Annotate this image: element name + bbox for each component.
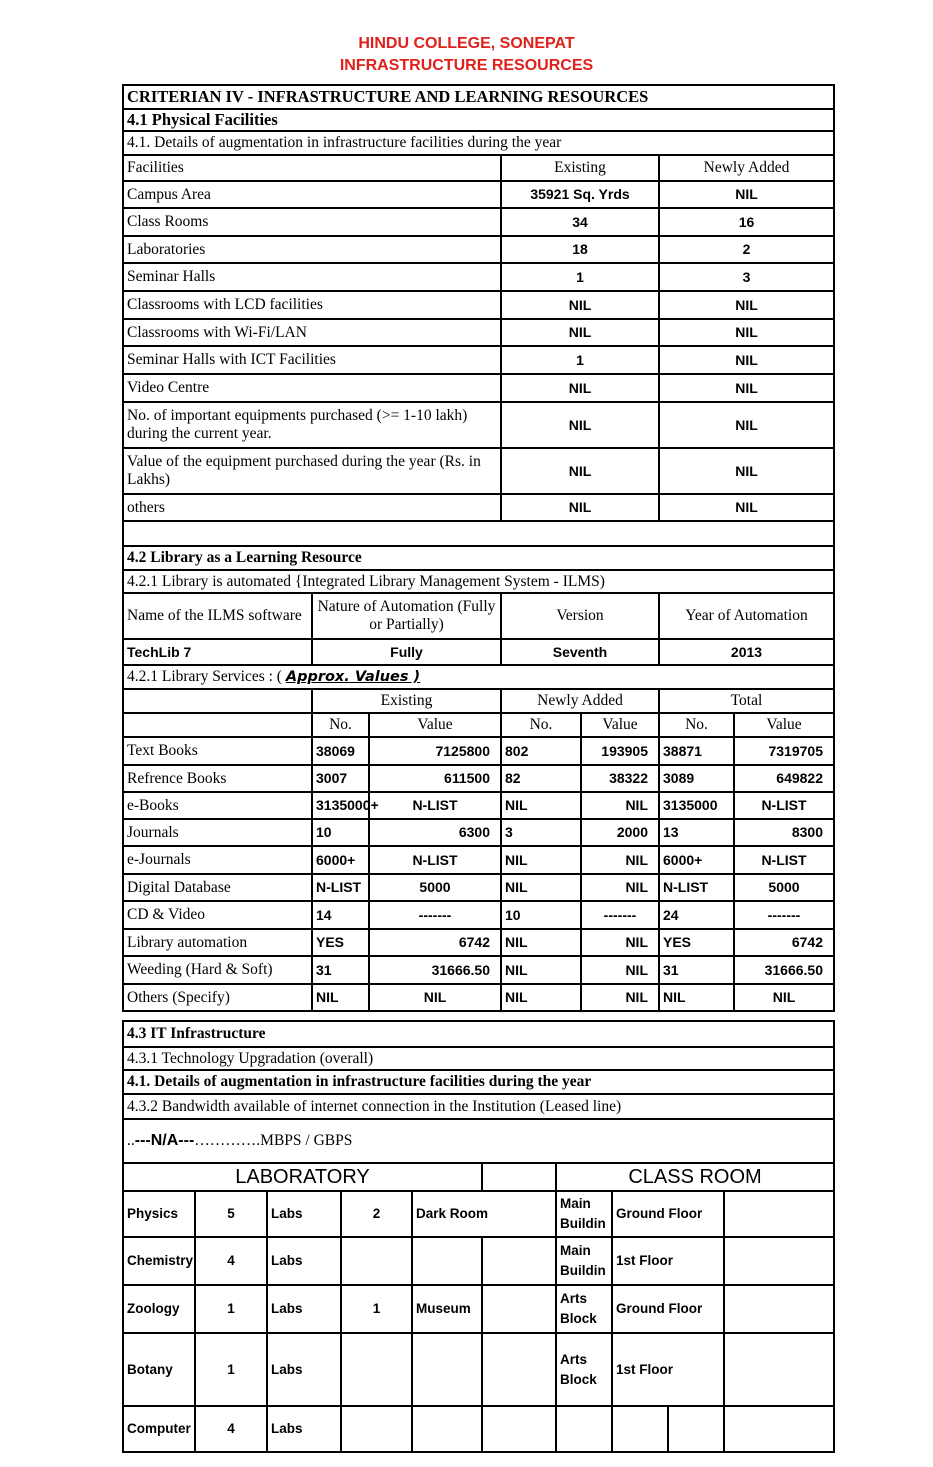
blank-cell	[482, 1163, 556, 1191]
facility-new: 16	[659, 208, 834, 236]
col-version: Version	[501, 593, 659, 639]
total-value: 6742	[734, 929, 834, 956]
library-services-line	[123, 665, 834, 689]
lab-row	[123, 1237, 834, 1285]
lab-extra	[412, 1237, 482, 1285]
facility-new: NIL	[659, 448, 834, 494]
ilms-year: 2013	[659, 639, 834, 665]
ilms-line: 4.2.1 Library is automated {Integrated Library Management System - ILMS)	[123, 570, 834, 593]
total-value: N-LIST	[734, 792, 834, 819]
augmentation-title: 4.1. Details of augmentation in infrastructure facilities during the year	[123, 131, 834, 155]
group-existing: Existing	[312, 689, 501, 713]
lab-extra	[412, 1333, 482, 1406]
facility-name: others	[123, 494, 501, 521]
sub-value: Value	[581, 713, 659, 737]
table-row	[123, 319, 834, 346]
total-no: 3135000	[659, 792, 734, 819]
service-name: Others (Specify)	[123, 984, 312, 1011]
service-name: Digital Database	[123, 874, 312, 901]
laboratory-header: LABORATORY	[123, 1163, 482, 1191]
bw-suffix: ………….MBPS / GBPS	[194, 1131, 353, 1149]
sub-no: No.	[312, 713, 369, 737]
table-row	[123, 819, 834, 846]
spacer-row	[123, 521, 834, 546]
facility-existing: NIL	[501, 374, 659, 402]
existing-no: 3007	[312, 765, 369, 792]
sub-no: No.	[659, 713, 734, 737]
col-year: Year of Automation	[659, 593, 834, 639]
table-row	[123, 291, 834, 319]
lab-row	[123, 1406, 834, 1452]
lab-subject: Zoology	[123, 1285, 195, 1333]
col-newly-added: Newly Added	[659, 155, 834, 181]
new-value: NIL	[581, 792, 659, 819]
classroom-block: Main Buildin	[556, 1191, 612, 1237]
table-row	[123, 263, 834, 291]
existing-no: 10	[312, 819, 369, 846]
service-name: CD & Video	[123, 901, 312, 929]
bw-prefix: ..	[127, 1131, 135, 1149]
existing-no: N-LIST	[312, 874, 369, 901]
lab-count: 4	[195, 1406, 267, 1452]
classroom-floor: Ground Floor	[612, 1285, 724, 1333]
classroom-header: CLASS ROOM	[556, 1163, 834, 1191]
new-no: NIL	[501, 956, 581, 984]
group-total: Total	[659, 689, 834, 713]
blank-cell	[668, 1406, 724, 1452]
service-name: Refrence Books	[123, 765, 312, 792]
blank-cell	[482, 1237, 556, 1285]
classroom-floor	[612, 1406, 668, 1452]
table-row	[123, 494, 834, 521]
table-row	[123, 874, 834, 901]
facility-name: No. of important equipments purchased (>= 1-10 lakh) during the current year.	[123, 402, 501, 448]
total-value: 31666.50	[734, 956, 834, 984]
total-no: YES	[659, 929, 734, 956]
table-row	[123, 374, 834, 402]
new-value: -------	[581, 901, 659, 929]
total-no: 38871	[659, 737, 734, 765]
classroom-floor: 1st Floor	[612, 1237, 724, 1285]
table-row	[123, 929, 834, 956]
lab-extra	[412, 1406, 482, 1452]
facility-existing: 1	[501, 346, 659, 374]
lab-row	[123, 1285, 834, 1333]
service-name: Journals	[123, 819, 312, 846]
existing-value: -------	[369, 901, 501, 929]
new-value: NIL	[581, 929, 659, 956]
facility-existing: 34	[501, 208, 659, 236]
col-facilities: Facilities	[123, 155, 501, 181]
bandwidth-value: ---N/A---	[134, 1131, 195, 1149]
col-automation-nature: Nature of Automation (Fully or Partially)	[312, 593, 501, 639]
facility-new: 3	[659, 263, 834, 291]
new-no: NIL	[501, 792, 581, 819]
bandwidth-value-line	[123, 1119, 834, 1163]
new-no: NIL	[501, 984, 581, 1011]
table-row	[123, 236, 834, 263]
facility-existing: NIL	[501, 402, 659, 448]
new-no: 3	[501, 819, 581, 846]
blank-cell	[482, 1333, 556, 1406]
facility-name: Laboratories	[123, 236, 501, 263]
new-value: 193905	[581, 737, 659, 765]
lab-extra-count	[341, 1333, 412, 1406]
lab-subject: Chemistry	[123, 1237, 195, 1285]
existing-value: 5000	[369, 874, 501, 901]
ilms-version: Seventh	[501, 639, 659, 665]
existing-value: 6742	[369, 929, 501, 956]
facility-existing: NIL	[501, 448, 659, 494]
service-name: Weeding (Hard & Soft)	[123, 956, 312, 984]
lab-subject: Computer	[123, 1406, 195, 1452]
total-value: 649822	[734, 765, 834, 792]
sub-value: Value	[369, 713, 501, 737]
lab-unit: Labs	[267, 1333, 341, 1406]
facility-existing: 35921 Sq. Yrds	[501, 181, 659, 208]
blank-cell	[123, 689, 312, 713]
table-row	[123, 208, 834, 236]
lab-extra: Museum	[412, 1285, 482, 1333]
ilms-nature: Fully	[312, 639, 501, 665]
table-row	[123, 737, 834, 765]
sub-no: No.	[501, 713, 581, 737]
service-name: e-Books	[123, 792, 312, 819]
facility-new: NIL	[659, 374, 834, 402]
approx-values-note: Approx. Values )	[285, 669, 421, 686]
page-subtitle: INFRASTRUCTURE RESOURCES	[339, 57, 594, 74]
table-row	[123, 181, 834, 208]
facility-existing: 1	[501, 263, 659, 291]
existing-no: 14	[312, 901, 369, 929]
facility-name: Value of the equipment purchased during the year (Rs. in Lakhs)	[123, 448, 501, 494]
existing-value: NIL	[369, 984, 501, 1011]
service-name: Text Books	[123, 737, 312, 765]
new-no: NIL	[501, 846, 581, 874]
existing-no: 6000+	[312, 846, 369, 874]
blank-cell	[482, 1406, 556, 1452]
total-no: 31	[659, 956, 734, 984]
library-title: 4.2 Library as a Learning Resource	[123, 546, 834, 570]
ilms-software: TechLib 7	[123, 639, 312, 665]
new-no: 10	[501, 901, 581, 929]
tech-upgradation: 4.3.1 Technology Upgradation (overall)	[123, 1047, 834, 1070]
existing-no: 31	[312, 956, 369, 984]
table-row	[123, 846, 834, 874]
total-value: 5000	[734, 874, 834, 901]
infrastructure-table	[122, 84, 835, 1012]
lab-count: 1	[195, 1333, 267, 1406]
col-ilms-name: Name of the ILMS software	[123, 593, 312, 639]
blank-cell	[724, 1237, 834, 1285]
new-no: 82	[501, 765, 581, 792]
lab-count: 4	[195, 1237, 267, 1285]
blank-cell	[724, 1191, 834, 1237]
total-value: NIL	[734, 984, 834, 1011]
total-value: N-LIST	[734, 846, 834, 874]
classroom-block: Arts Block	[556, 1333, 612, 1406]
new-value: NIL	[581, 956, 659, 984]
facility-existing: NIL	[501, 319, 659, 346]
facility-name: Class Rooms	[123, 208, 501, 236]
total-no: N-LIST	[659, 874, 734, 901]
table-row	[123, 956, 834, 984]
classroom-floor: Ground Floor	[612, 1191, 724, 1237]
existing-value: 31666.50	[369, 956, 501, 984]
total-no: NIL	[659, 984, 734, 1011]
lab-unit: Labs	[267, 1285, 341, 1333]
criterion-title: CRITERIAN IV - INFRASTRUCTURE AND LEARNING RESOURCES	[123, 85, 834, 109]
table-row	[123, 792, 834, 819]
library-services-label: 4.2.1 Library Services : (	[127, 668, 286, 686]
facility-new: NIL	[659, 402, 834, 448]
blank-cell	[724, 1406, 834, 1452]
facility-existing: 18	[501, 236, 659, 263]
lab-count: 1	[195, 1285, 267, 1333]
physical-facilities-title: 4.1 Physical Facilities	[123, 109, 834, 131]
facility-name: Classrooms with Wi-Fi/LAN	[123, 319, 501, 346]
service-name: Library automation	[123, 929, 312, 956]
total-no: 3089	[659, 765, 734, 792]
new-no: 802	[501, 737, 581, 765]
lab-extra-count	[341, 1237, 412, 1285]
existing-no: 3135000+	[312, 792, 369, 819]
new-value: NIL	[581, 874, 659, 901]
total-no: 24	[659, 901, 734, 929]
total-no: 6000+	[659, 846, 734, 874]
lab-subject: Botany	[123, 1333, 195, 1406]
existing-no: 38069	[312, 737, 369, 765]
facility-existing: NIL	[501, 291, 659, 319]
table-row	[123, 448, 834, 494]
lab-subject: Physics	[123, 1191, 195, 1237]
table-row	[123, 984, 834, 1011]
classroom-block: Main Buildin	[556, 1237, 612, 1285]
blank-cell	[724, 1333, 834, 1406]
lab-row	[123, 1191, 834, 1237]
facility-new: NIL	[659, 181, 834, 208]
facility-name: Video Centre	[123, 374, 501, 402]
col-existing: Existing	[501, 155, 659, 181]
new-value: 2000	[581, 819, 659, 846]
lab-count: 5	[195, 1191, 267, 1237]
facility-name: Classrooms with LCD facilities	[123, 291, 501, 319]
augmentation-title-2: 4.1. Details of augmentation in infrastructure facilities during the year	[123, 1070, 834, 1094]
lab-extra-count	[341, 1406, 412, 1452]
table-row	[123, 402, 834, 448]
existing-value: 611500	[369, 765, 501, 792]
classroom-block: Arts Block	[556, 1285, 612, 1333]
lab-extra-count: 1	[341, 1285, 412, 1333]
existing-value: 7125800	[369, 737, 501, 765]
new-value: 38322	[581, 765, 659, 792]
sub-value: Value	[734, 713, 834, 737]
lab-extra-count: 2	[341, 1191, 412, 1237]
total-value: 8300	[734, 819, 834, 846]
classroom-block	[556, 1406, 612, 1452]
lab-unit: Labs	[267, 1237, 341, 1285]
new-value: NIL	[581, 984, 659, 1011]
existing-value: N-LIST	[369, 846, 501, 874]
facility-name: Campus Area	[123, 181, 501, 208]
facility-existing: NIL	[501, 494, 659, 521]
new-no: NIL	[501, 929, 581, 956]
facility-new: NIL	[659, 319, 834, 346]
lab-unit: Labs	[267, 1406, 341, 1452]
new-value: NIL	[581, 846, 659, 874]
it-infrastructure-table	[122, 1020, 835, 1453]
existing-no: YES	[312, 929, 369, 956]
facility-new: NIL	[659, 346, 834, 374]
service-name: e-Journals	[123, 846, 312, 874]
total-value: -------	[734, 901, 834, 929]
total-value: 7319705	[734, 737, 834, 765]
classroom-floor: 1st Floor	[612, 1333, 724, 1406]
table-row	[123, 765, 834, 792]
lab-unit: Labs	[267, 1191, 341, 1237]
facility-new: NIL	[659, 494, 834, 521]
table-row	[123, 901, 834, 929]
lab-row	[123, 1333, 834, 1406]
existing-value: N-LIST	[369, 792, 501, 819]
blank-cell	[724, 1285, 834, 1333]
existing-no: NIL	[312, 984, 369, 1011]
existing-value: 6300	[369, 819, 501, 846]
blank-cell	[123, 713, 312, 737]
table-row	[123, 346, 834, 374]
bandwidth-line: 4.3.2 Bandwidth available of internet connection in the Institution (Leased line)	[123, 1094, 834, 1119]
facility-name: Seminar Halls with ICT Facilities	[123, 346, 501, 374]
total-no: 13	[659, 819, 734, 846]
lab-extra: Dark Room	[412, 1191, 556, 1237]
facility-name: Seminar Halls	[123, 263, 501, 291]
facility-new: 2	[659, 236, 834, 263]
facility-new: NIL	[659, 291, 834, 319]
it-title: 4.3 IT Infrastructure	[123, 1021, 834, 1047]
blank-cell	[482, 1285, 556, 1333]
group-newly-added: Newly Added	[501, 689, 659, 713]
college-title: HINDU COLLEGE, SONEPAT	[358, 35, 575, 52]
new-no: NIL	[501, 874, 581, 901]
